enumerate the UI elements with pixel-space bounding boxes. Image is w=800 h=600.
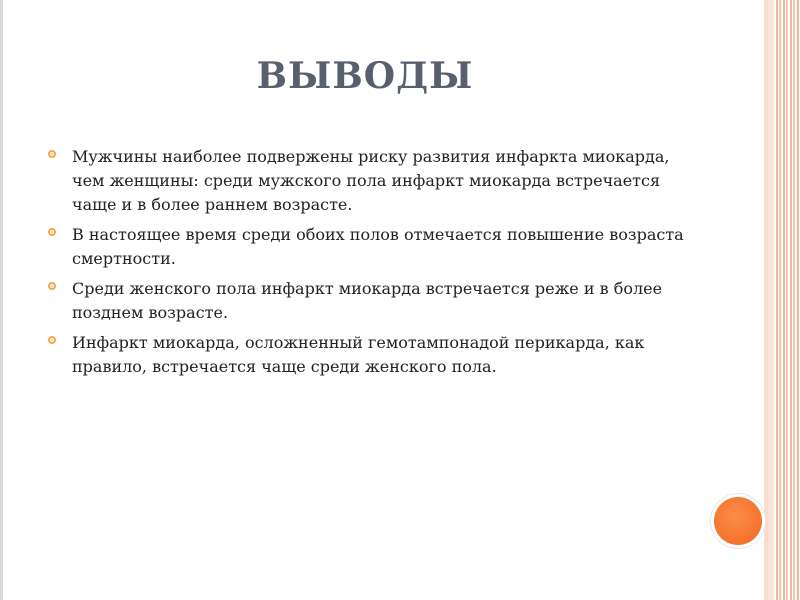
- bullet-item: [48, 277, 698, 325]
- orange-circle-icon: [714, 497, 762, 545]
- bullet-item: [48, 223, 698, 271]
- circle-bullet-icon: [48, 282, 56, 290]
- decorative-side-band: [768, 0, 774, 600]
- circle-bullet-icon: [48, 228, 56, 236]
- bullet-item: [48, 145, 698, 217]
- bullet-text: Среди женского пола инфаркт миокарда встречается реже и в более позднем возрасте.: [72, 279, 663, 322]
- bullet-text: Инфаркт миокарда, осложненный гемотампонадой перикарда, как правило, встречается чаще среди женского пола.: [72, 333, 645, 376]
- slide-title: ВЫВОДЫ: [256, 55, 474, 97]
- bullet-text: В настоящее время среди обоих полов отмечается повышение возраста смертности.: [72, 225, 684, 268]
- bullet-item: [48, 331, 698, 379]
- bullet-text: Мужчины наиболее подвержены риску развития инфаркта миокарда, чем женщины: среди мужского пола инфаркт миокарда встречается чаще и в более раннем возрасте.: [72, 147, 670, 214]
- circle-bullet-icon: [48, 336, 56, 344]
- bullet-list: [48, 145, 698, 385]
- circle-bullet-icon: [48, 150, 56, 158]
